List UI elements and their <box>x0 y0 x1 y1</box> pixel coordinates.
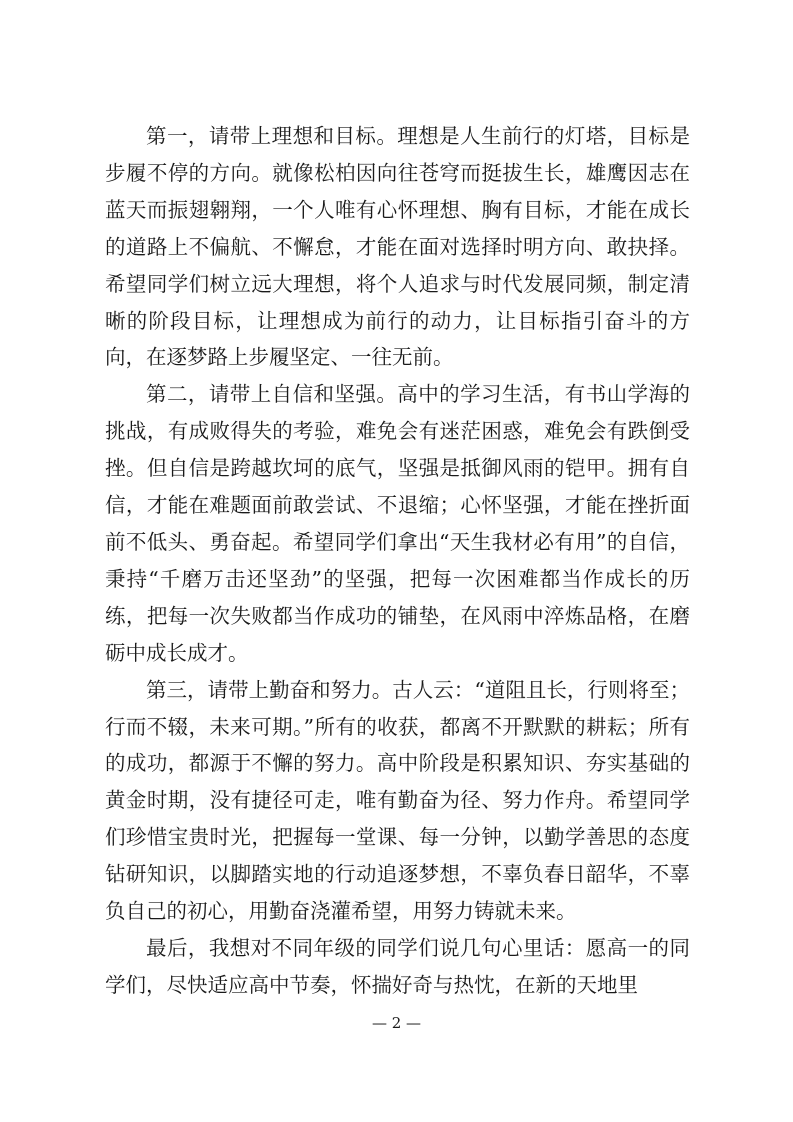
paragraph-diligence-effort: 第三，请带上勤奋和努力。古人云：“道阻且长，行则将至；行而不辍，未来可期。”所有的收获，都离不开默默的耕耘；所有的成功，都源于不懈的努力。高中阶段是积累知识、夯实基础的黄金时期，没有捷径可走，唯有勤奋为径、努力作舟。希望同学们珍惜宝贵时光，把握每一堂课、每一分钟，以勤学善思的态度钻研知识，以脚踏实地的行动追逐梦想，不辜负春日韶华，不辜负自己的初心，用勤奋浇灌希望，用努力铸就未来。 <box>105 677 690 924</box>
paragraph-ideals-goals: 第一，请带上理想和目标。理想是人生前行的灯塔，目标是步履不停的方向。就像松柏因向往苍穹而挺拔生长，雄鹰因志在蓝天而振翅翱翔，一个人唯有心怀理想、胸有目标，才能在成长的道路上不偏航、不懈怠，才能在面对选择时明方向、敢抉择。希望同学们树立远大理想，将个人追求与时代发展同频，制定清晰的阶段目标，让理想成为前行的动力，让目标指引奋斗的方向，在逐梦路上步履坚定、一往无前。 <box>105 124 690 370</box>
body-text <box>105 118 690 1004</box>
paragraph-confidence-strength: 第二，请带上自信和坚强。高中的学习生活，有书山学海的挑战，有成败得失的考验，难免会有迷茫困惑，难免会有跌倒受挫。但自信是跨越坎坷的底气，坚强是抵御风雨的铠甲。拥有自信，才能在难题面前敢尝试、不退缩；心怀坚强，才能在挫折面前不低头、勇奋起。希望同学们拿出“天生我材必有用”的自信，秉持“千磨万击还坚劲”的坚强，把每一次困难都当作成长的历练，把每一次失败都当作成功的铺垫，在风雨中淬炼品格，在磨砺中成长成才。 <box>105 382 690 665</box>
page-number: — 2 — <box>371 1014 422 1032</box>
paragraph-closing-words: 最后，我想对不同年级的同学们说几句心里话：愿高一的同学们，尽快适应高中节奏，怀揣好奇与热忱，在新的天地里 <box>105 935 690 997</box>
